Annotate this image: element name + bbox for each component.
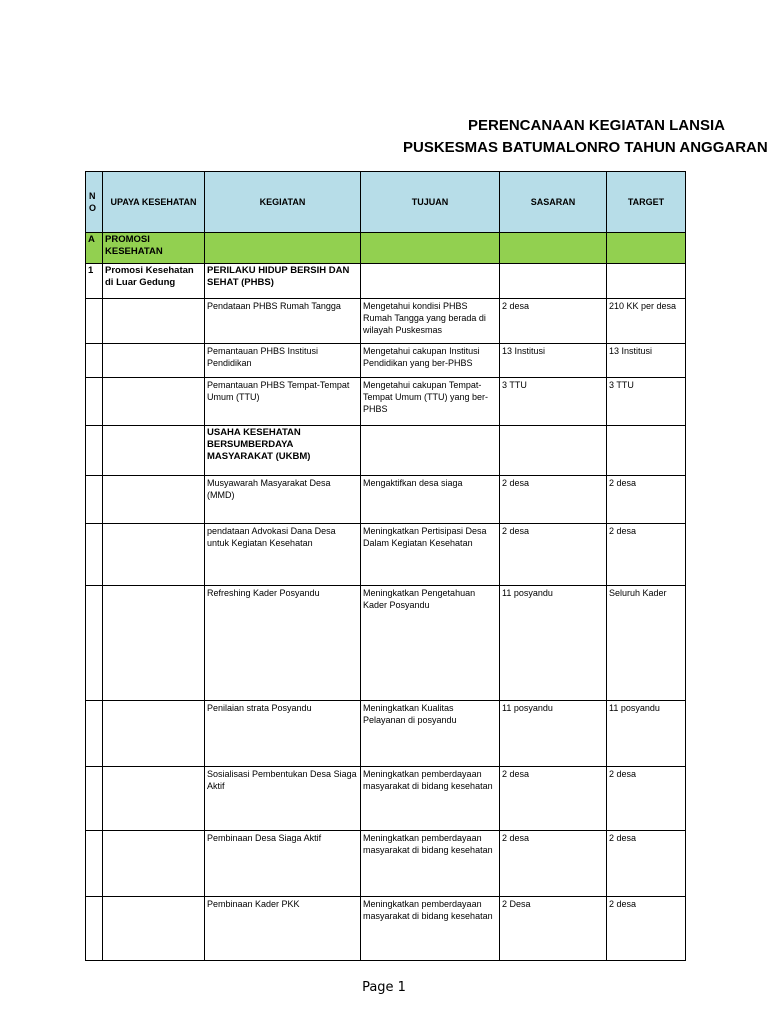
header-sasaran: SASARAN	[500, 172, 607, 233]
cell-target: 2 desa	[607, 767, 686, 831]
cell-target	[607, 426, 686, 476]
cell-tujuan: Mengaktifkan desa siaga	[361, 476, 500, 524]
cell-no	[86, 586, 103, 701]
table-row	[86, 299, 686, 344]
cell-upaya	[103, 701, 205, 767]
header-kegiatan: KEGIATAN	[205, 172, 361, 233]
cell-upaya	[103, 524, 205, 586]
cell-kegiatan: Pemantauan PHBS Tempat-Tempat Umum (TTU)	[205, 378, 361, 426]
cell-kegiatan: Pemantauan PHBS Institusi Pendidikan	[205, 344, 361, 378]
cell-target: 2 desa	[607, 476, 686, 524]
cell-tujuan: Mengetahui cakupan Institusi Pendidikan yang ber-PHBS	[361, 344, 500, 378]
cell-tujuan: Meningkatkan pemberdayaan masyarakat di bidang kesehatan	[361, 897, 500, 961]
cell-tujuan: Meningkatkan Kualitas Pelayanan di posyandu	[361, 701, 500, 767]
cell-upaya	[103, 426, 205, 476]
cell-target: 2 desa	[607, 524, 686, 586]
table-row	[86, 701, 686, 767]
cell-kegiatan: Musyawarah Masyarakat Desa (MMD)	[205, 476, 361, 524]
cell-no	[86, 426, 103, 476]
section-code: A	[86, 233, 103, 264]
cell-tujuan: Mengetahui kondisi PHBS Rumah Tangga yang berada di wilayah Puskesmas	[361, 299, 500, 344]
table-row	[86, 767, 686, 831]
cell-kegiatan: Pembinaan Kader PKK	[205, 897, 361, 961]
cell-target: 2 desa	[607, 897, 686, 961]
cell-upaya	[103, 299, 205, 344]
cell-sasaran: 11 posyandu	[500, 701, 607, 767]
cell-sasaran	[500, 264, 607, 299]
table-row	[86, 524, 686, 586]
cell-kegiatan: Penilaian strata Posyandu	[205, 701, 361, 767]
cell-no	[86, 344, 103, 378]
table-row	[86, 831, 686, 897]
table-row	[86, 476, 686, 524]
cell-tujuan: Mengetahui cakupan Tempat-Tempat Umum (TTU) yang ber-PHBS	[361, 378, 500, 426]
section-row	[86, 233, 686, 264]
table-row	[86, 426, 686, 476]
header-tujuan: TUJUAN	[361, 172, 500, 233]
cell-kegiatan: PERILAKU HIDUP BERSIH DAN SEHAT (PHBS)	[205, 264, 361, 299]
cell-kegiatan: Pendataan PHBS Rumah Tangga	[205, 299, 361, 344]
cell-sasaran: 2 desa	[500, 767, 607, 831]
cell-sasaran: 11 posyandu	[500, 586, 607, 701]
cell-tujuan	[361, 264, 500, 299]
cell-upaya: Promosi Kesehatan di Luar Gedung	[103, 264, 205, 299]
cell-no	[86, 897, 103, 961]
section-label: PROMOSI KESEHATAN	[103, 233, 205, 264]
cell-no	[86, 378, 103, 426]
cell-no	[86, 767, 103, 831]
cell-kegiatan: pendataan Advokasi Dana Desa untuk Kegiatan Kesehatan	[205, 524, 361, 586]
cell-target	[607, 264, 686, 299]
cell-target: 210 KK per desa	[607, 299, 686, 344]
table-row	[86, 897, 686, 961]
cell-sasaran: 2 desa	[500, 524, 607, 586]
cell-tujuan: Meningkatkan pemberdayaan masyarakat di bidang kesehatan	[361, 831, 500, 897]
cell-target: 3 TTU	[607, 378, 686, 426]
cell-upaya	[103, 344, 205, 378]
document-title: PERENCANAAN KEGIATAN LANSIA	[468, 117, 725, 134]
header-no: NO	[86, 172, 103, 233]
document-subtitle: PUSKESMAS BATUMALONRO TAHUN ANGGARAN	[403, 139, 768, 156]
cell-no	[86, 524, 103, 586]
header-target: TARGET	[607, 172, 686, 233]
table-row	[86, 344, 686, 378]
spreadsheet-area	[85, 171, 768, 974]
cell-upaya	[103, 378, 205, 426]
cell-tujuan: Meningkatkan Pengetahuan Kader Posyandu	[361, 586, 500, 701]
cell-sasaran	[500, 426, 607, 476]
cell-target: 13 Institusi	[607, 344, 686, 378]
cell-no	[86, 701, 103, 767]
cell-sasaran: 2 desa	[500, 831, 607, 897]
table-row	[86, 264, 686, 299]
cell-sasaran: 2 desa	[500, 299, 607, 344]
cell-sasaran: 2 desa	[500, 476, 607, 524]
cell-sasaran: 13 Institusi	[500, 344, 607, 378]
cell-upaya	[103, 476, 205, 524]
cell-upaya	[103, 586, 205, 701]
cell-target: 2 desa	[607, 831, 686, 897]
cell-upaya	[103, 767, 205, 831]
cell-kegiatan: Refreshing Kader Posyandu	[205, 586, 361, 701]
cell-sasaran: 2 Desa	[500, 897, 607, 961]
cell-tujuan	[361, 426, 500, 476]
cell-target: Seluruh Kader	[607, 586, 686, 701]
table-row	[86, 586, 686, 701]
cell-sasaran: 3 TTU	[500, 378, 607, 426]
cell-no	[86, 831, 103, 897]
cell-no	[86, 299, 103, 344]
cell-upaya	[103, 897, 205, 961]
cell-kegiatan: Pembinaan Desa Siaga Aktif	[205, 831, 361, 897]
page-number: Page 1	[362, 980, 406, 995]
cell-upaya	[103, 831, 205, 897]
cell-kegiatan: Sosialisasi Pembentukan Desa Siaga Aktif	[205, 767, 361, 831]
header-row	[86, 172, 686, 233]
cell-tujuan: Meningkatkan Pertisipasi Desa Dalam Kegiatan Kesehatan	[361, 524, 500, 586]
cell-tujuan: Meningkatkan pemberdayaan masyarakat di bidang kesehatan	[361, 767, 500, 831]
activity-table	[85, 171, 686, 961]
cell-kegiatan: USAHA KESEHATAN BERSUMBERDAYA MASYARAKAT (UKBM)	[205, 426, 361, 476]
cell-no: 1	[86, 264, 103, 299]
cell-no	[86, 476, 103, 524]
header-upaya: UPAYA KESEHATAN	[103, 172, 205, 233]
table-row	[86, 378, 686, 426]
cell-target: 11 posyandu	[607, 701, 686, 767]
